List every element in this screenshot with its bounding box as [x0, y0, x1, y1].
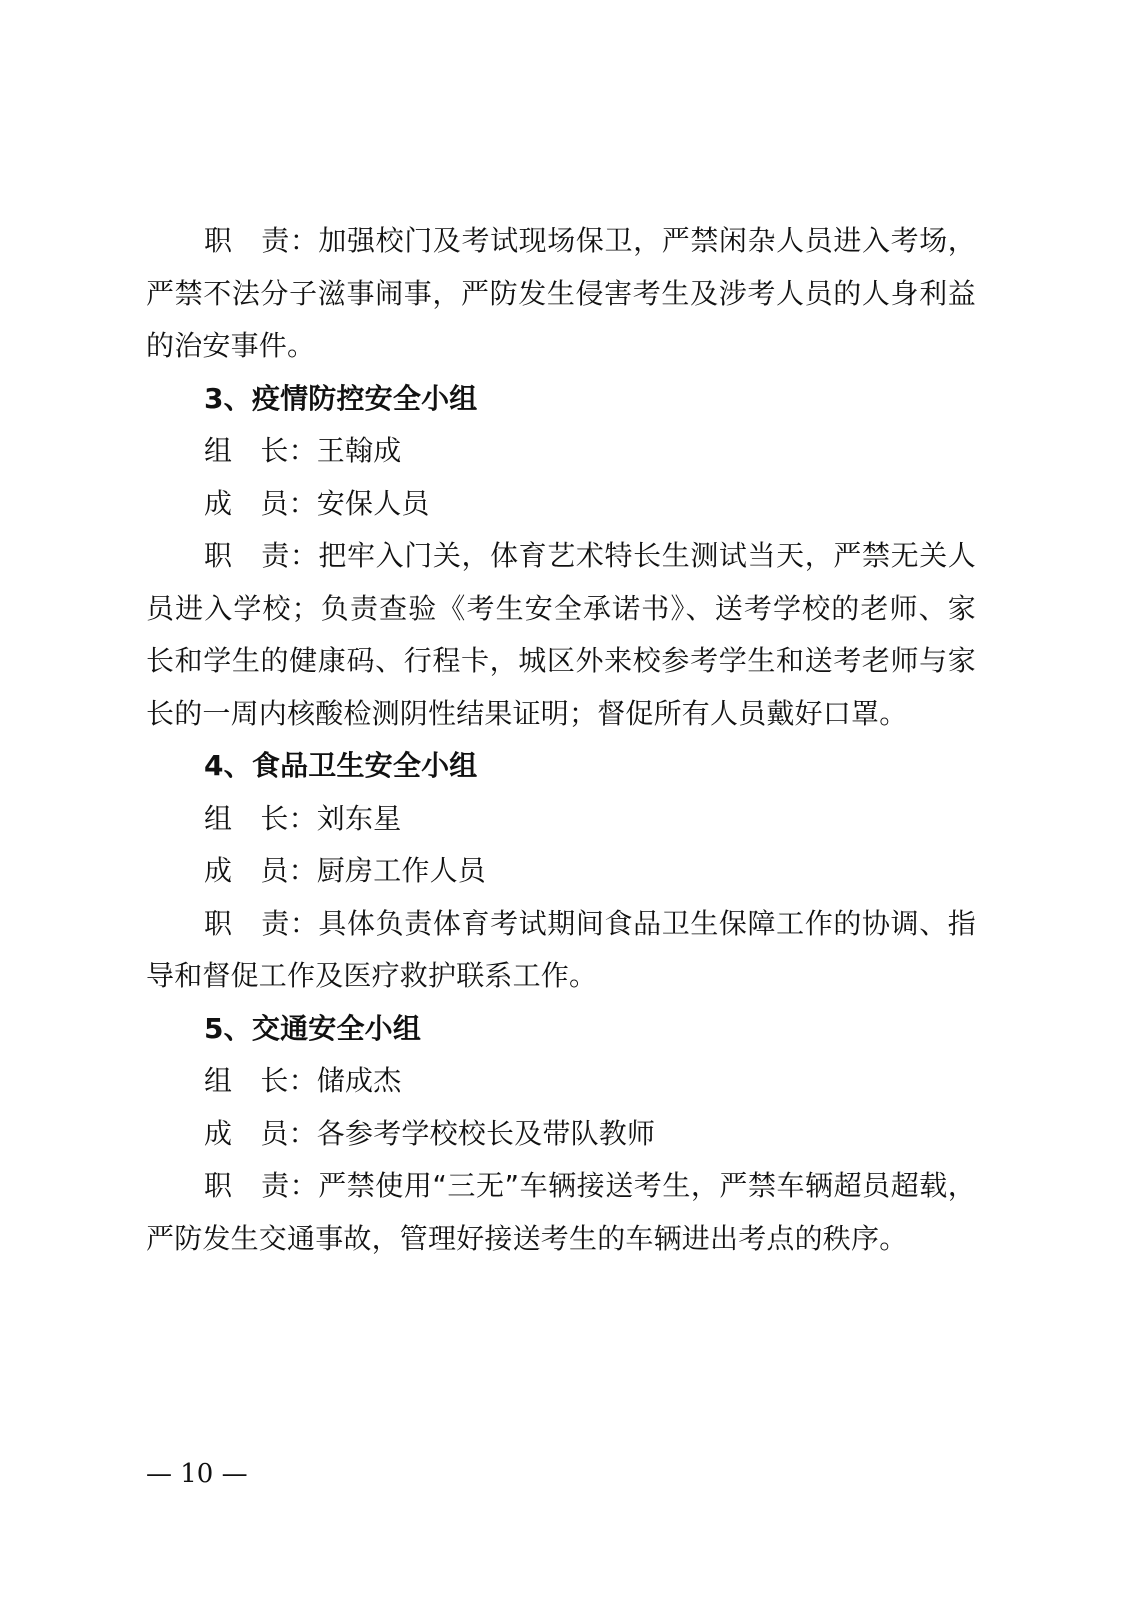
paragraph-epidemic-leader: 组 长：王翰成: [204, 434, 402, 467]
paragraph-food-leader: 组 长：刘东星: [204, 801, 402, 835]
page-number: — 10 —: [146, 1459, 248, 1489]
paragraph-epidemic-duty: 职 责：把牢入门关，体育艺术特长生测试当天，严禁无关人员进入学校；负责查验《考生安全承诺书》、送考学校的老师、家长和学生的健康码、行程卡，城区外来校参考学生和送考老师与家长的一周内核酸检测阴性结果证明；督促所有人员戴好口罩。: [146, 539, 976, 730]
document-body: [146, 215, 976, 1265]
paragraph-security-duty: 职 责：加强校门及考试现场保卫，严禁闲杂人员进入考场，严禁不法分子滋事闹事，严防发生侵害考生及涉考人员的人身利益的治安事件。: [146, 224, 976, 362]
paragraph-food-duty: 职 责：具体负责体育考试期间食品卫生保障工作的协调、指导和督促工作及医疗救护联系工作。: [146, 906, 976, 992]
heading-food-group: 4、食品卫生安全小组: [204, 749, 478, 782]
heading-traffic-group: 5、交通安全小组: [204, 1011, 422, 1045]
heading-epidemic-group: 3、疫情防控安全小组: [204, 381, 478, 415]
paragraph-traffic-duty: 职 责：严禁使用“三无”车辆接送考生，严禁车辆超员超载，严防发生交通事故，管理好接送考生的车辆进出考点的秩序。: [146, 1169, 976, 1255]
paragraph-epidemic-members: 成 员：安保人员: [204, 486, 430, 520]
paragraph-food-members: 成 员：厨房工作人员: [204, 854, 487, 887]
paragraph-traffic-leader: 组 长：储成杰: [204, 1064, 402, 1097]
paragraph-traffic-members: 成 员：各参考学校校长及带队教师: [204, 1116, 656, 1150]
